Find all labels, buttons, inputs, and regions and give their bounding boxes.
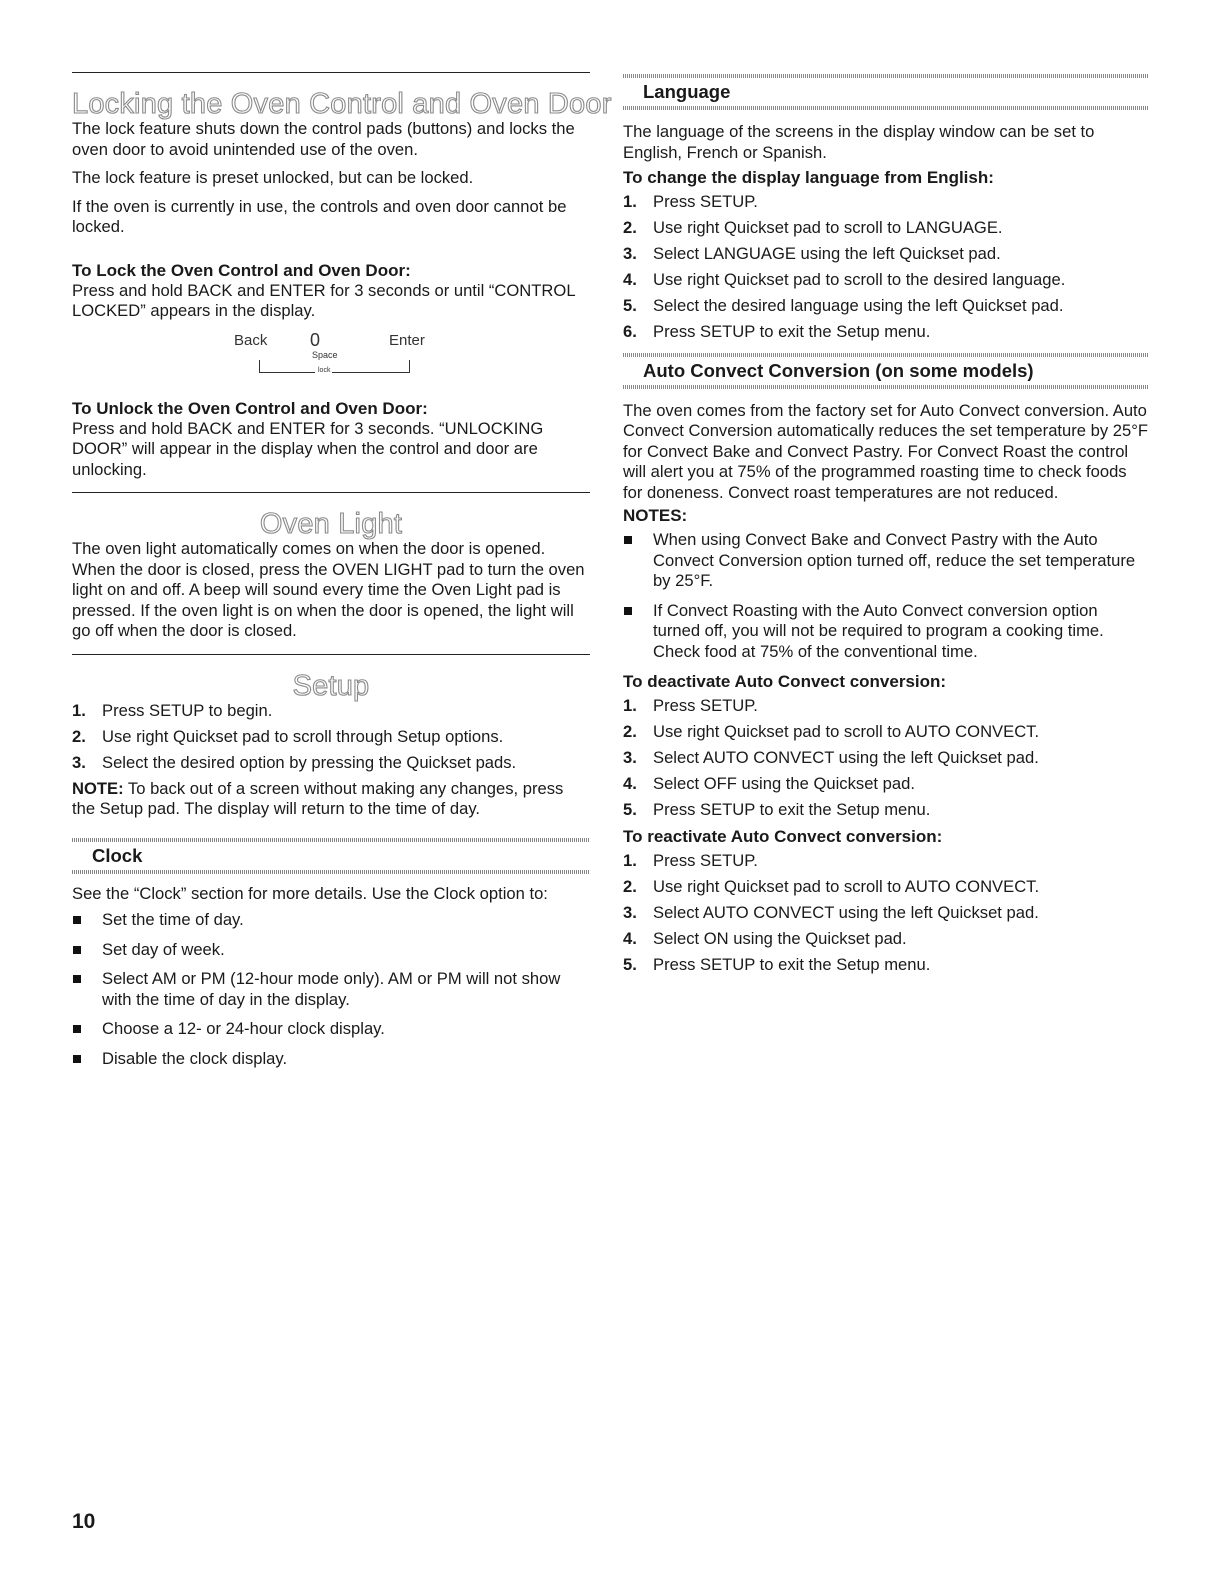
notes-label: NOTES: [623, 506, 688, 525]
list-item: 6. Press SETUP to exit the Setup menu. [623, 322, 931, 341]
section-rule [72, 654, 590, 655]
reactivate-heading: To reactivate Auto Convect conversion: [623, 827, 943, 846]
subsection-bar-bottom [623, 106, 1148, 110]
list-item: 3. Select LANGUAGE using the left Quickset pad. [623, 244, 1001, 263]
list-item: 5. Select the desired language using the left Quickset pad. [623, 296, 1064, 315]
section-rule [72, 492, 590, 493]
lock-heading: To Lock the Oven Control and Oven Door: [72, 260, 411, 280]
list-item: 4. Select OFF using the Quickset pad. [623, 774, 915, 793]
light-paragraph: The oven light automatically comes on when the door is opened. When the door is closed, press the OVEN LIGHT pad to turn the oven light on and off. A beep will sound every time the Oven Light pad is pressed. If the oven light is on when the door is opened, the light will go off when the door is closed. [72, 539, 585, 640]
clock-options [72, 910, 590, 1069]
list-item: Select AM or PM (12-hour mode only). AM or PM will not show with the time of day in the display. [72, 969, 590, 1010]
language-subsection-title: Language [643, 81, 731, 102]
list-item: 1. Press SETUP to begin. [72, 700, 273, 720]
auto-convect-intro: The oven comes from the factory set for Auto Convect conversion. Auto Convect Conversion automatically reduces the set temperature by 25°F for Convect Bake and Convect Pastry. For Convect Roast the control will alert you at 75% of the programmed roasting time to check foods for doneness. Convect roast temperatures are not reduced. [623, 400, 1148, 502]
setup-note: NOTE: To back out of a screen without making any changes, press the Setup pad. The display will return to the time of day. [72, 778, 564, 818]
list-item: 5. Press SETUP to exit the Setup menu. [623, 955, 931, 974]
lock-label: lock [318, 366, 331, 374]
list-item: Set day of week. [72, 940, 590, 961]
space-label: Space [312, 349, 338, 360]
list-item: 1. Press SETUP. [623, 696, 758, 715]
unlock-heading: To Unlock the Oven Control and Oven Door: [72, 398, 428, 418]
list-item: Set the time of day. [72, 910, 590, 931]
list-item: 2. Use right Quickset pad to scroll to LANGUAGE. [623, 218, 1003, 237]
list-item: 1. Press SETUP. [623, 851, 758, 870]
left-column [72, 0, 612, 1078]
language-intro: The language of the screens in the display window can be set to English, French or Spanish. [623, 122, 1095, 162]
list-item: 5. Press SETUP to exit the Setup menu. [623, 800, 931, 819]
lock-paragraph-2: The lock feature is preset unlocked, but can be locked. [72, 168, 474, 187]
list-item: 3. Select the desired option by pressing the Quickset pads. [72, 752, 517, 772]
subsection-bar-bottom [623, 385, 1148, 389]
list-item: 4. Select ON using the Quickset pad. [623, 929, 907, 948]
back-pad-label: Back [234, 331, 268, 349]
list-item: 1. Press SETUP. [623, 192, 758, 211]
unlock-instructions: Press and hold BACK and ENTER for 3 seconds. “UNLOCKING DOOR” will appear in the display when the control and door are unlocking. [72, 418, 544, 479]
bracket-bottom-left [259, 372, 315, 373]
list-item: 2. Use right Quickset pad to scroll to AUTO CONVECT. [623, 722, 1040, 741]
language-steps [623, 192, 1148, 343]
light-section-title: Oven Light [259, 508, 403, 540]
list-item: 2. Use right Quickset pad to scroll to AUTO CONVECT. [623, 877, 1040, 896]
clock-subsection-title: Clock [92, 844, 143, 866]
list-item: 2. Use right Quickset pad to scroll through Setup options. [72, 726, 504, 746]
auto-convect-notes [623, 530, 1148, 662]
deactivate-steps [623, 696, 1148, 821]
lock-paragraph-1: The lock feature shuts down the control pads (buttons) and locks the oven door to avoid unintended use of the oven. [72, 119, 575, 159]
bracket-bottom-right [332, 372, 410, 373]
control-pad-diagram [72, 330, 590, 390]
auto-convect-subsection-title: Auto Convect Conversion (on some models) [643, 359, 1034, 381]
list-item: 4. Use right Quickset pad to scroll to the desired language. [623, 270, 1066, 289]
section-rule [72, 72, 590, 73]
list-item: Disable the clock display. [72, 1049, 590, 1070]
subsection-bar-bottom [72, 870, 590, 874]
list-item: 3. Select AUTO CONVECT using the left Quickset pad. [623, 903, 1039, 922]
zero-pad-label: 0 [310, 329, 321, 350]
enter-pad-label: Enter [389, 331, 425, 349]
reactivate-steps [623, 851, 1148, 976]
setup-steps [72, 701, 590, 774]
lock-section-title: Locking the Oven Control and Oven Door [72, 88, 612, 120]
list-item: 3. Select AUTO CONVECT using the left Quickset pad. [623, 748, 1039, 767]
lock-paragraph-3: If the oven is currently in use, the controls and oven door cannot be locked. [72, 196, 567, 236]
setup-section-title: Setup [292, 669, 370, 702]
lock-instructions: Press and hold BACK and ENTER for 3 seconds or until “CONTROL LOCKED” appears in the display. [72, 280, 575, 320]
page-number: 10 [72, 1510, 96, 1533]
right-column [623, 0, 1148, 981]
clock-intro: See the “Clock” section for more details. Use the Clock option to: [72, 883, 548, 903]
list-item: Choose a 12- or 24-hour clock display. [72, 1019, 590, 1040]
language-heading: To change the display language from English: [623, 168, 994, 187]
list-item: If Convect Roasting with the Auto Convect conversion option turned off, you will not be required to program a cooking time. Check food at 75% of the conventional time. [623, 601, 1148, 663]
list-item: When using Convect Bake and Convect Pastry with the Auto Convect Conversion option turned off, reduce the set temperature by 25°F. [623, 530, 1148, 592]
deactivate-heading: To deactivate Auto Convect conversion: [623, 672, 947, 691]
